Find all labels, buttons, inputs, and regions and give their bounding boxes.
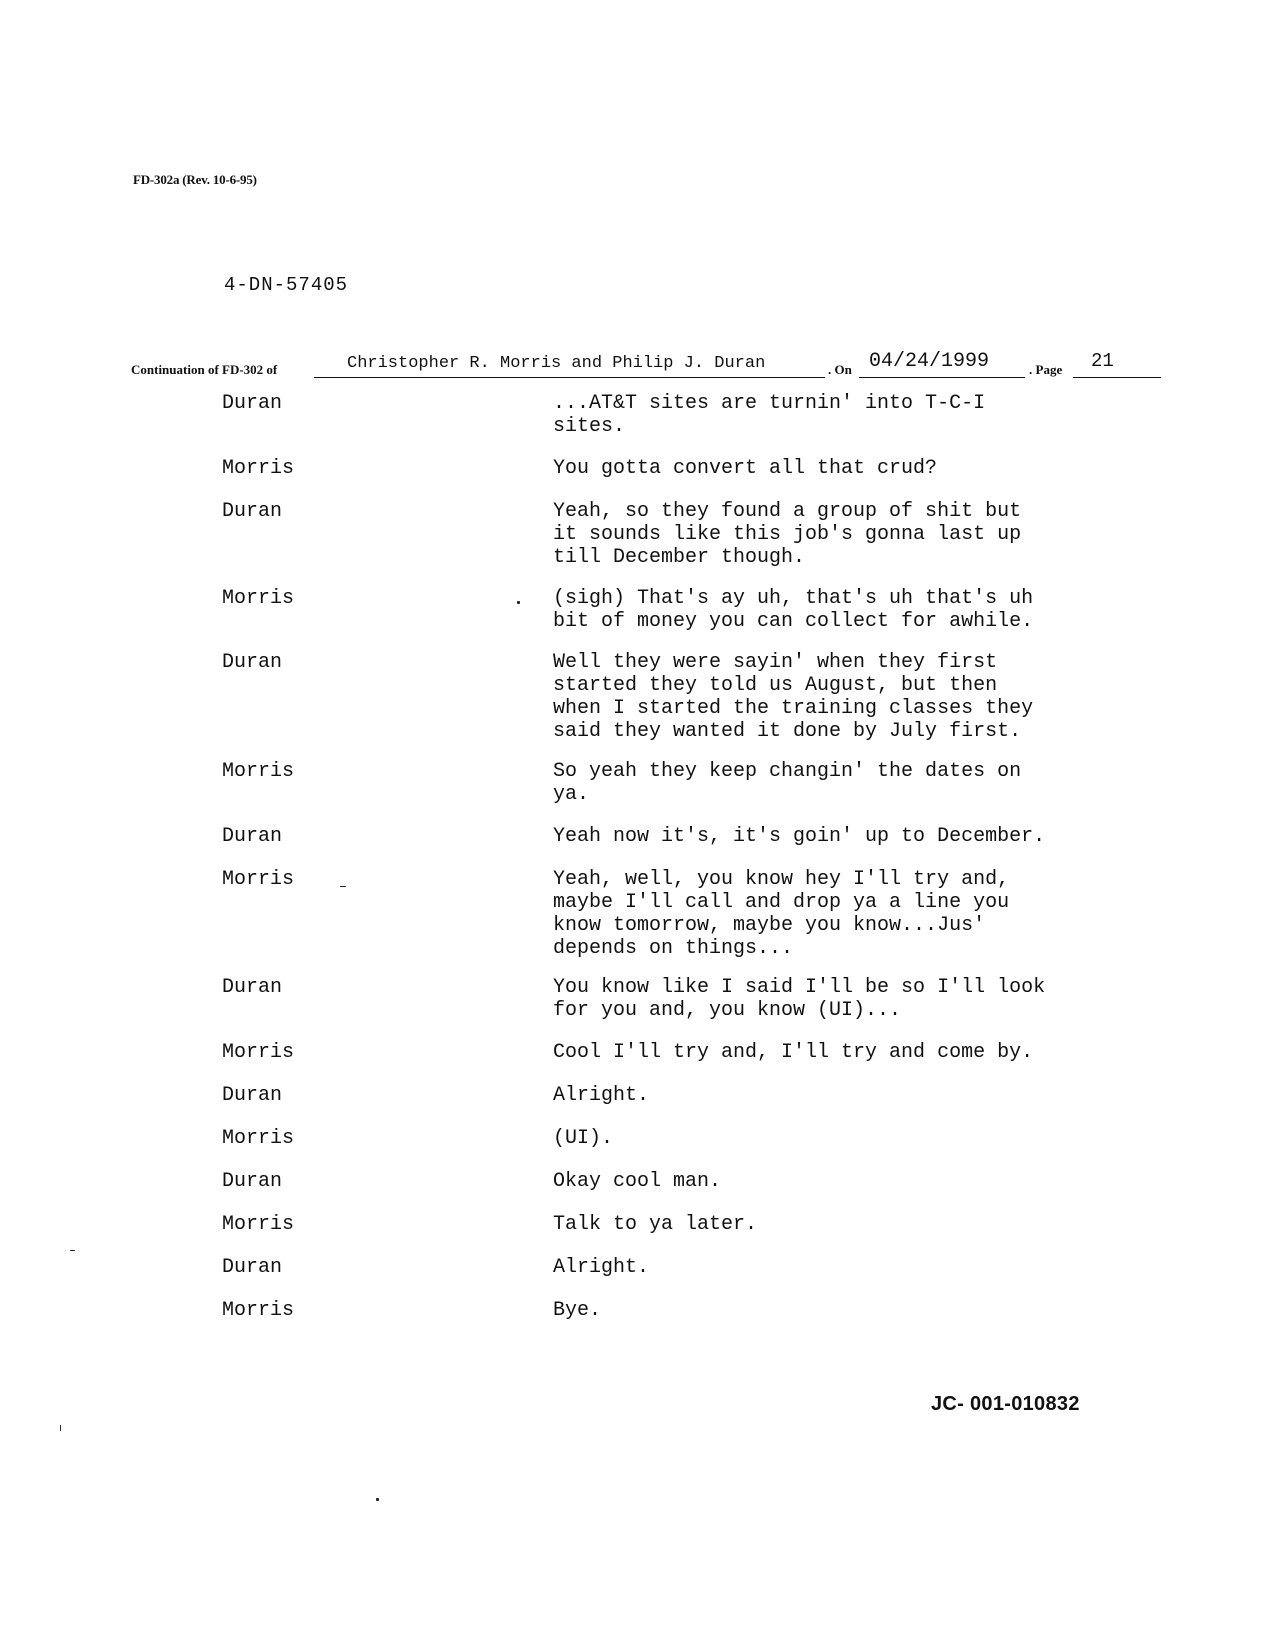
bates-number: JC- 001-010832	[931, 1393, 1080, 1415]
scan-speck	[70, 1250, 75, 1251]
continuation-label: Continuation of FD-302 of	[131, 362, 278, 377]
utterance-text: Cool I'll try and, I'll try and come by.	[553, 1041, 1034, 1064]
utterance-text: So yeah they keep changin' the dates on ya.	[553, 760, 1022, 806]
utterance-text: Yeah now it's, it's goin' up to December.	[553, 825, 1046, 848]
speaker-label: Duran	[222, 500, 283, 523]
utterance-text: Bye.	[553, 1299, 602, 1322]
utterance-text: Well they were sayin' when they first started they told us August, but then when I started the training classes they said they wanted it done by July first.	[553, 651, 1034, 743]
speaker-label: Duran	[222, 392, 283, 415]
utterance-text: Talk to ya later.	[553, 1213, 758, 1236]
page-label: . Page	[1029, 362, 1063, 377]
speaker-label: Morris	[222, 868, 295, 891]
utterance-text: Yeah, well, you know hey I'll try and, maybe I'll call and drop ya a line you know tomorrow, maybe you know...Jus' depends on things...	[553, 868, 1010, 960]
utterance-text: (sigh) That's ay uh, that's uh that's uh bit of money you can collect for awhile.	[553, 587, 1034, 633]
speaker-label: Duran	[222, 1256, 283, 1279]
speaker-label: Morris	[222, 1127, 295, 1150]
speaker-label: Morris	[222, 457, 295, 480]
speaker-label: Morris	[222, 587, 295, 610]
utterance-text: You gotta convert all that crud?	[553, 457, 938, 480]
speaker-label: Duran	[222, 976, 283, 999]
speaker-label: Duran	[222, 1084, 283, 1107]
utterance-text: (UI).	[553, 1127, 614, 1150]
speaker-label: Morris	[222, 760, 295, 783]
speaker-label: Duran	[222, 651, 283, 674]
page-number-value: 21	[1091, 350, 1114, 372]
speaker-label: Duran	[222, 825, 283, 848]
speaker-label: Morris	[222, 1213, 295, 1236]
form-id: FD-302a (Rev. 10-6-95)	[133, 172, 257, 187]
utterance-text: Alright.	[553, 1084, 650, 1107]
date-value: 04/24/1999	[869, 350, 990, 373]
utterance-text: You know like I said I'll be so I'll look for you and, you know (UI)...	[553, 976, 1046, 1022]
speaker-label: Duran	[222, 1170, 283, 1193]
utterance-text: Okay cool man.	[553, 1170, 722, 1193]
scan-speck	[517, 601, 520, 604]
file-number: 4-DN-57405	[224, 274, 349, 296]
speaker-label: Morris	[222, 1299, 295, 1322]
scan-speck	[60, 1425, 61, 1431]
utterance-text: ...AT&T sites are turnin' into T-C-I sites.	[553, 392, 986, 438]
scan-speck	[340, 886, 346, 887]
scan-speck	[376, 1498, 379, 1501]
utterance-text: Alright.	[553, 1256, 650, 1279]
speaker-label: Morris	[222, 1041, 295, 1064]
on-label: . On	[828, 362, 852, 377]
utterance-text: Yeah, so they found a group of shit but it sounds like this job's gonna last up till December though.	[553, 500, 1022, 569]
subjects-value: Christopher R. Morris and Philip J. Duran	[347, 354, 766, 373]
